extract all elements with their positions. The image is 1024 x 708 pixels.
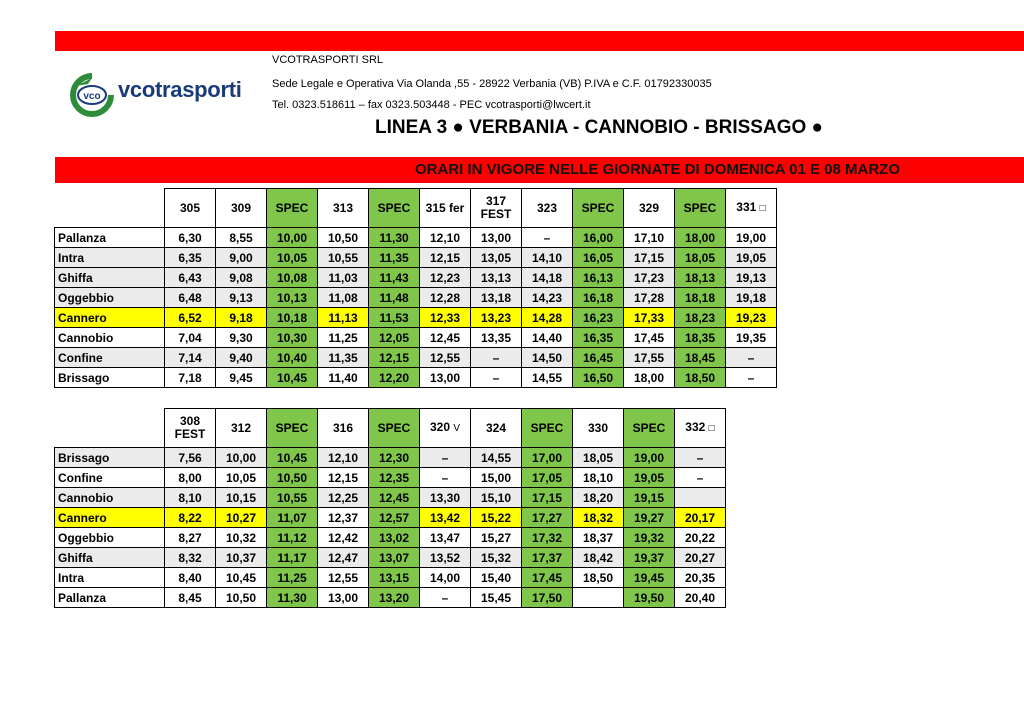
departure-time: 13,07 [369,548,420,568]
stop-name: Intra [55,568,165,588]
departure-time: 10,18 [267,308,318,328]
stop-name: Pallanza [55,228,165,248]
departure-time: 18,13 [675,268,726,288]
departure-time: 18,20 [573,488,624,508]
run-header: SPEC [267,189,318,228]
header-corner [55,189,165,228]
departure-time: 11,35 [318,348,369,368]
departure-time: 13,00 [318,588,369,608]
stop-row [55,588,726,608]
departure-time: 17,37 [522,548,573,568]
departure-time: 9,13 [216,288,267,308]
departure-time: 8,32 [165,548,216,568]
departure-time: 20,40 [675,588,726,608]
departure-time: 12,15 [318,468,369,488]
departure-time: 11,40 [318,368,369,388]
departure-time: 12,55 [420,348,471,368]
departure-time: 11,17 [267,548,318,568]
stop-name: Brissago [55,368,165,388]
stop-row [55,268,777,288]
departure-time: 19,45 [624,568,675,588]
run-header: SPEC [522,409,573,448]
run-header: 324 [471,409,522,448]
departure-time: 15,45 [471,588,522,608]
departure-time: 13,23 [471,308,522,328]
departure-time: – [726,368,777,388]
run-header: 313 [318,189,369,228]
departure-time: 11,30 [267,588,318,608]
departure-time: 14,10 [522,248,573,268]
departure-time: 10,08 [267,268,318,288]
departure-time: 17,32 [522,528,573,548]
departure-time: 10,50 [267,468,318,488]
departure-time: 10,55 [267,488,318,508]
departure-time: 10,32 [216,528,267,548]
departure-time: 9,45 [216,368,267,388]
stop-name: Confine [55,468,165,488]
departure-time: 9,40 [216,348,267,368]
departure-time: 12,57 [369,508,420,528]
departure-time: 18,50 [573,568,624,588]
departure-time: 19,13 [726,268,777,288]
departure-time: 12,23 [420,268,471,288]
departure-time: 10,40 [267,348,318,368]
company-contacts: Tel. 0323.518611 – fax 0323.503448 - PEC vcotrasporti@lwcert.it [272,99,591,111]
departure-time: – [420,448,471,468]
stop-row [55,368,777,388]
departure-time: 17,50 [522,588,573,608]
departure-time: 11,03 [318,268,369,288]
stop-name: Cannero [55,508,165,528]
departure-time: – [675,448,726,468]
departure-time: 8,45 [165,588,216,608]
stop-row [55,248,777,268]
stop-row [55,568,726,588]
departure-time: 11,08 [318,288,369,308]
departure-time: 17,28 [624,288,675,308]
departure-time: – [726,348,777,368]
departure-time: 17,33 [624,308,675,328]
departure-time: 13,00 [471,228,522,248]
departure-time: 12,30 [369,448,420,468]
company-address: Sede Legale e Operativa Via Olanda ,55 - 28922 Verbania (VB) P.IVA e C.F. 01792330035 [272,78,712,90]
notice-text: ORARI IN VIGORE NELLE GIORNATE DI DOMENICA 01 E 08 MARZO [414,161,900,178]
logo-emblem-icon [68,72,116,118]
departure-time: 18,42 [573,548,624,568]
run-header: 308 FEST [165,409,216,448]
departure-time: 13,47 [420,528,471,548]
notice-bar [55,157,1024,183]
departure-time: 10,37 [216,548,267,568]
departure-time: 11,35 [369,248,420,268]
departure-time: 19,37 [624,548,675,568]
departure-time: 13,35 [471,328,522,348]
departure-time: 14,28 [522,308,573,328]
departure-time: 19,00 [726,228,777,248]
departure-time: 12,47 [318,548,369,568]
logo-badge-text: vco [83,91,101,102]
departure-time: 7,18 [165,368,216,388]
departure-time: 18,00 [675,228,726,248]
departure-time: 16,50 [573,368,624,388]
stop-name: Oggebbio [55,528,165,548]
top-red-bar [55,31,1024,51]
departure-time: 8,10 [165,488,216,508]
departure-time: 12,28 [420,288,471,308]
departure-time: 12,10 [420,228,471,248]
stop-row [55,288,777,308]
departure-time: 16,23 [573,308,624,328]
timetable-outbound [54,188,777,388]
departure-time: 18,37 [573,528,624,548]
departure-time: 12,55 [318,568,369,588]
departure-time: 17,45 [624,328,675,348]
departure-time: 13,30 [420,488,471,508]
departure-time: 13,52 [420,548,471,568]
departure-time: 11,48 [369,288,420,308]
stop-row [55,448,726,468]
departure-time: 10,45 [267,448,318,468]
header-row [55,409,726,448]
departure-time: 9,08 [216,268,267,288]
timetable-return [54,408,726,608]
departure-time: 20,27 [675,548,726,568]
departure-time: 17,05 [522,468,573,488]
departure-time: 12,45 [369,488,420,508]
departure-time: 19,05 [726,248,777,268]
departure-time: 10,30 [267,328,318,348]
departure-time: – [522,228,573,248]
departure-time: 18,18 [675,288,726,308]
run-header: 309 [216,189,267,228]
departure-time: 9,18 [216,308,267,328]
departure-time: 8,22 [165,508,216,528]
run-header: 329 [624,189,675,228]
departure-time: 17,00 [522,448,573,468]
departure-time: 6,48 [165,288,216,308]
departure-time: 14,23 [522,288,573,308]
run-header: SPEC [369,409,420,448]
departure-time: 18,50 [675,368,726,388]
departure-time: 15,22 [471,508,522,528]
departure-time: 17,23 [624,268,675,288]
departure-time: 13,13 [471,268,522,288]
departure-time: 8,27 [165,528,216,548]
departure-time: 14,55 [471,448,522,468]
departure-time: 10,45 [267,368,318,388]
departure-time: 13,00 [420,368,471,388]
departure-time: 6,30 [165,228,216,248]
departure-time: 19,00 [624,448,675,468]
departure-time: 12,37 [318,508,369,528]
departure-time: 8,00 [165,468,216,488]
run-header: SPEC [624,409,675,448]
departure-time: 7,04 [165,328,216,348]
stop-name: Intra [55,248,165,268]
run-header: 330 [573,409,624,448]
departure-time: 6,35 [165,248,216,268]
departure-time: 16,35 [573,328,624,348]
departure-time: 18,05 [675,248,726,268]
header-corner [55,409,165,448]
stop-row [55,328,777,348]
departure-time: 18,23 [675,308,726,328]
departure-time: 19,23 [726,308,777,328]
departure-time: 20,17 [675,508,726,528]
stop-name: Cannobio [55,488,165,508]
departure-time: 12,35 [369,468,420,488]
departure-time: 19,18 [726,288,777,308]
run-header: 305 [165,189,216,228]
departure-time: 15,27 [471,528,522,548]
departure-time: 12,45 [420,328,471,348]
departure-time: 11,13 [318,308,369,328]
run-header: SPEC [573,189,624,228]
departure-time: – [420,588,471,608]
departure-time: 12,25 [318,488,369,508]
stop-row [55,528,726,548]
stop-name: Confine [55,348,165,368]
departure-time: 12,33 [420,308,471,328]
line-title: LINEA 3 ● VERBANIA - CANNOBIO - BRISSAGO ● [375,117,824,138]
departure-time: 10,05 [216,468,267,488]
departure-time: 11,25 [318,328,369,348]
departure-time: 12,05 [369,328,420,348]
header-row [55,189,777,228]
departure-time: 12,15 [420,248,471,268]
departure-time: 10,05 [267,248,318,268]
stop-row [55,548,726,568]
departure-time: 10,55 [318,248,369,268]
departure-time [573,588,624,608]
departure-time: 12,15 [369,348,420,368]
departure-time: 12,10 [318,448,369,468]
departure-time: – [471,348,522,368]
departure-time: 11,53 [369,308,420,328]
departure-time: 16,45 [573,348,624,368]
departure-time: 10,27 [216,508,267,528]
departure-time: 19,50 [624,588,675,608]
departure-time: 18,00 [624,368,675,388]
departure-time: 13,20 [369,588,420,608]
stop-name: Pallanza [55,588,165,608]
departure-time: 13,02 [369,528,420,548]
departure-time [675,488,726,508]
departure-time: 11,30 [369,228,420,248]
departure-time: 10,00 [216,448,267,468]
stop-name: Cannero [55,308,165,328]
departure-time: 16,13 [573,268,624,288]
departure-time: 18,10 [573,468,624,488]
departure-time: 15,00 [471,468,522,488]
departure-time: 10,00 [267,228,318,248]
departure-time: 16,05 [573,248,624,268]
departure-time: 19,15 [624,488,675,508]
run-header: SPEC [675,189,726,228]
departure-time: 6,52 [165,308,216,328]
departure-time: 18,32 [573,508,624,528]
departure-time: 8,40 [165,568,216,588]
departure-time: 16,00 [573,228,624,248]
departure-time: 20,35 [675,568,726,588]
departure-time: 9,00 [216,248,267,268]
departure-time: – [471,368,522,388]
departure-time: 17,15 [624,248,675,268]
run-header: 323 [522,189,573,228]
run-header: 316 [318,409,369,448]
stop-name: Ghiffa [55,548,165,568]
departure-time: 18,35 [675,328,726,348]
departure-time: 13,05 [471,248,522,268]
departure-time: 17,27 [522,508,573,528]
stop-name: Oggebbio [55,288,165,308]
departure-time: 10,45 [216,568,267,588]
departure-time: 19,32 [624,528,675,548]
departure-time: 14,00 [420,568,471,588]
departure-time: 16,18 [573,288,624,308]
stop-row [55,508,726,528]
stop-row [55,308,777,328]
run-header: 317 FEST [471,189,522,228]
departure-time: 12,20 [369,368,420,388]
departure-time: 8,55 [216,228,267,248]
departure-time: 17,15 [522,488,573,508]
company-name: VCOTRASPORTI SRL [272,54,384,66]
departure-time: 6,43 [165,268,216,288]
stop-row [55,348,777,368]
departure-time: 14,55 [522,368,573,388]
run-header: SPEC [369,189,420,228]
run-header: 332 □ [675,409,726,448]
departure-time: 20,22 [675,528,726,548]
departure-time: 7,56 [165,448,216,468]
departure-time: 14,40 [522,328,573,348]
departure-time: 19,05 [624,468,675,488]
run-header: 331 □ [726,189,777,228]
departure-time: 17,10 [624,228,675,248]
departure-time: 12,42 [318,528,369,548]
departure-time: 18,05 [573,448,624,468]
departure-time: 11,12 [267,528,318,548]
run-header: SPEC [267,409,318,448]
departure-time: 11,25 [267,568,318,588]
run-header: 315 fer [420,189,471,228]
departure-time: 11,43 [369,268,420,288]
departure-time: 15,32 [471,548,522,568]
departure-time: 15,40 [471,568,522,588]
departure-time: 10,50 [216,588,267,608]
departure-time: 7,14 [165,348,216,368]
departure-time: 19,35 [726,328,777,348]
run-header: 312 [216,409,267,448]
departure-time: 13,15 [369,568,420,588]
departure-time: 15,10 [471,488,522,508]
departure-time: 13,18 [471,288,522,308]
departure-time: 17,55 [624,348,675,368]
company-logo [68,72,268,118]
departure-time: 14,18 [522,268,573,288]
departure-time: – [420,468,471,488]
logo-text: vcotrasporti [118,77,242,102]
departure-time: 9,30 [216,328,267,348]
departure-time: 13,42 [420,508,471,528]
departure-time: 10,50 [318,228,369,248]
stop-name: Brissago [55,448,165,468]
departure-time: 10,15 [216,488,267,508]
departure-time: 17,45 [522,568,573,588]
stop-name: Ghiffa [55,268,165,288]
departure-time: 14,50 [522,348,573,368]
departure-time: – [675,468,726,488]
stop-row [55,468,726,488]
stop-row [55,228,777,248]
departure-time: 19,27 [624,508,675,528]
run-header: 320 V [420,409,471,448]
stop-name: Cannobio [55,328,165,348]
departure-time: 11,07 [267,508,318,528]
stop-row [55,488,726,508]
departure-time: 18,45 [675,348,726,368]
departure-time: 10,13 [267,288,318,308]
